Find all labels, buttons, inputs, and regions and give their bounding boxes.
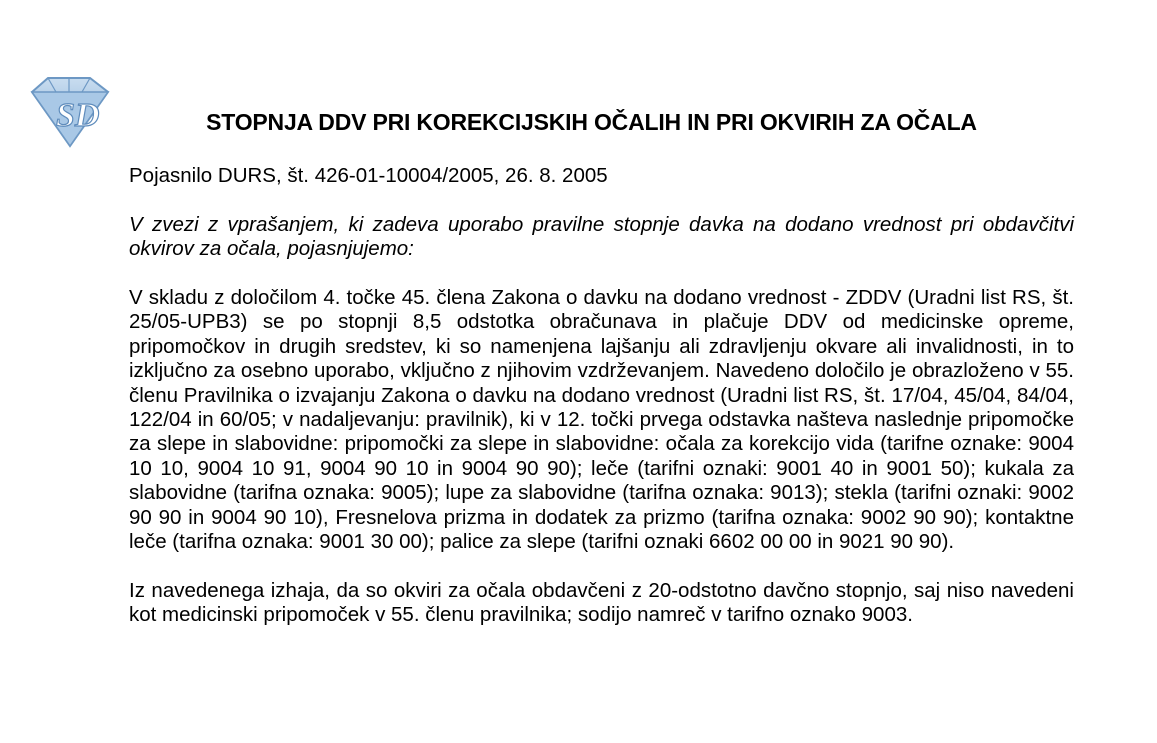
body-paragraph-1: V skladu z določilom 4. točke 45. člena Zakona o davku na dodano vrednost - ZDDV (Uradni list RS, št. 25/05-UPB3) se po stopnji 8,5 odstotka obračunava in plačuje DDV od medicinske opreme, pripomočkov in drugih sredstev, ki so namenjena lajšanju ali zdravljenju okvare ali invalidnosti, in to izključno za osebno uporabo, vključno z njihovim vzdrževanjem. Navedeno določilo je obrazloženo v 55. členu Pravilnika o izvajanju Zakona o davku na dodano vrednost (Uradni list RS, št. 17/04, 45/04, 84/04, 122/04 in 60/05; v nadaljevanju: pravilnik), ki v 12. točki prvega odstavka našteva naslednje pripomočke za slepe in slabovidne: pripomočki za slepe in slabovidne: očala za korekcijo vida (tarifne oznake: 9004 10 10, 9004 10 91, 9004 90 10 in 9004 90 90); leče (tarifni oznaki: 9001 40 in 9001 50); kukala za slabovidne (tarifna oznaka: 9005); lupe za slabovidne (tarifna oznaka: 9013); stekla (tarifni oznaki: 9002 90 90 in 9004 90 10), Fresnelova prizma in dodatek za prizmo (tarifna oznaka: 9002 90 90); kontaktne leče (tarifna oznaka: 9001 30 00); palice za slepe (tarifni oznaki 6602 00 00 in 9021 90 90). (129, 286, 1074, 554)
intro-paragraph: V zvezi z vprašanjem, ki zadeva uporabo pravilne stopnje davka na dodano vrednost pri obdavčitvi okvirov za očala, pojasnjujemo: (129, 212, 1074, 261)
body-paragraph-2: Iz navedenega izhaja, da so okviri za očala obdavčeni z 20-odstotno davčno stopnjo, saj niso navedeni kot medicinski pripomoček v 55. členu pravilnika; sodijo namreč v tarifno oznako 9003. (129, 578, 1074, 627)
page-title: STOPNJA DDV PRI KOREKCIJSKIH OČALIH IN PRI OKVIRIH ZA OČALA (206, 109, 977, 135)
document-body (129, 164, 1074, 628)
document-reference: Pojasnilo DURS, št. 426-01-10004/2005, 26. 8. 2005 (129, 164, 608, 187)
logo-letter-s: SD (56, 97, 100, 134)
